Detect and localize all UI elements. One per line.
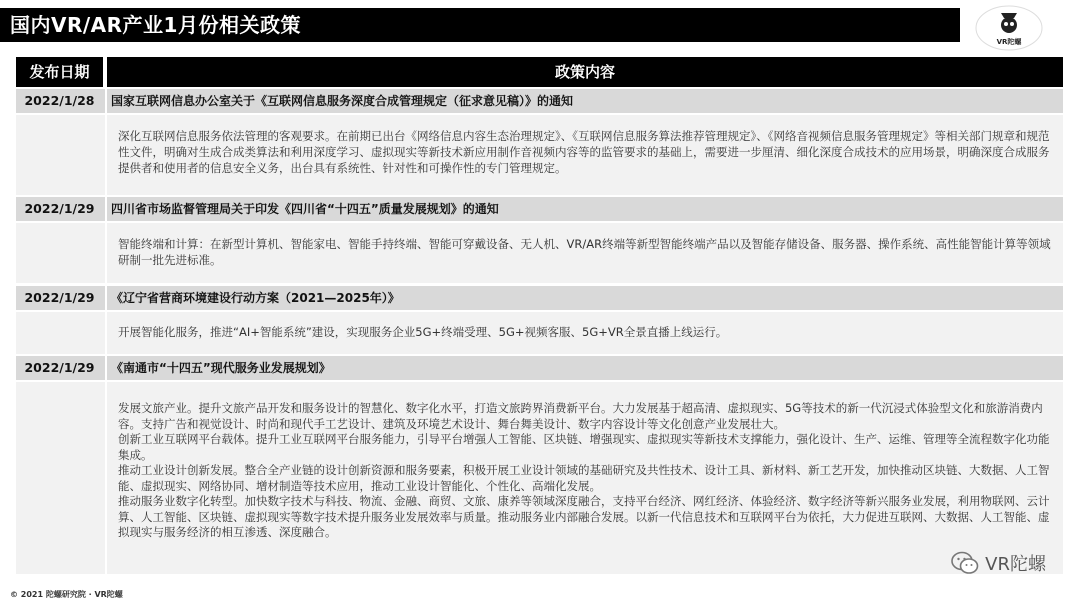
- policy-row-body: [16, 382, 1063, 574]
- policy-title: 国家互联网信息办公室关于《互联网信息服务深度合成管理规定（征求意见稿）》的通知: [111, 94, 574, 108]
- policy-paragraph: 智能终端和计算：在新型计算机、智能家电、智能手持终端、智能可穿戴设备、无人机、VR/AR终端等新型智能终端产品以及智能存储设备、服务器、操作系统、高性能智能计算等领域研制一批先进标准。: [118, 237, 1051, 267]
- watermark-text: VR陀螺: [985, 554, 1046, 575]
- wechat-icon: [951, 550, 979, 576]
- policy-content: [118, 401, 1057, 541]
- table-header: [16, 57, 1063, 87]
- policy-row-body: [16, 223, 1063, 283]
- policy-row-header: [16, 197, 1063, 221]
- publish-date: 2022/1/29: [24, 290, 95, 305]
- policy-row-header: [16, 356, 1063, 380]
- publish-date: 2022/1/29: [24, 201, 95, 216]
- footer-copyright: © 2021 陀螺研究院 · VR陀螺: [10, 590, 123, 599]
- policy-content: [118, 236, 1057, 268]
- policy-title: 《南通市“十四五”现代服务业发展规划》: [111, 361, 331, 375]
- policy-paragraph: 深化互联网信息服务依法管理的客观要求。在前期已出台《网络信息内容生态治理规定》、《互联网信息服务算法推荐管理规定》、《网络音视频信息服务管理规定》等相关部门规章和规范性文件，明确对生成合成类算法和利用深度学习、虚拟现实等新技术新应用制作音视频内容等的监管要求的基础上，需要进一步厘清、细化深度合成技术的应用场景，明确深度合成服务提供者和使用者的信息安全义务，出台具有系统性、针对性和可操作性的专门管理规定。: [118, 129, 1050, 175]
- brand-logo: [974, 4, 1044, 52]
- policy-paragraph: 发展文旅产业。提升文旅产品开发和服务设计的智慧化、数字化水平，打造文旅跨界消费新平台。大力发展基于超高清、虚拟现实、5G等技术的新一代沉浸式体验型文化和旅游消费内容。支持广告和视觉设计、时尚和现代手工艺设计、建筑及环境艺术设计、舞台舞美设计、数字内容设计等文化创意产业发展壮大。: [118, 401, 1043, 431]
- policy-row-header: [16, 89, 1063, 113]
- policy-title: 《辽宁省营商环境建设行动方案（2021—2025年）》: [111, 291, 400, 305]
- policy-paragraph: 推动服务业数字化转型。加快数字技术与科技、物流、金融、商贸、文旅、康养等领域深度融合，支持平台经济、网红经济、体验经济、数字经济等新兴服务业发展，利用物联网、云计算、人工智能、区块链、虚拟现实等数字技术提升服务业发展效率与质量。推动服务业内部融合发展。以新一代信息技术和互联网平台为依托，大力促进互联网、大数据、人工智能、虚拟现实与服务经济的相互渗透、深度融合。: [118, 494, 1050, 539]
- policy-content: [118, 128, 1057, 176]
- policy-paragraph: 开展智能化服务，推进“AI+智能系统”建设，实现服务企业5G+终端受理、5G+视频客服、5G+VR全景直播上线运行。: [118, 325, 728, 339]
- column-header-date: 发布日期: [16, 57, 103, 87]
- policy-content: [118, 324, 1057, 340]
- policy-paragraph: 推动工业设计创新发展。整合全产业链的设计创新资源和服务要素，积极开展工业设计领域的基础研究及共性技术、设计工具、新材料、新工艺开发，加快推动区块链、大数据、人工智能、虚拟现实、网络协同、增材制造等技术应用，推动工业设计智能化、个性化、高端化发展。: [118, 463, 1050, 493]
- logo-text: VR陀螺: [996, 38, 1022, 46]
- page-title: 国内VR/AR产业1月份相关政策: [0, 8, 960, 42]
- policy-title: 四川省市场监督管理局关于印发《四川省“十四五”质量发展规划》的通知: [111, 202, 499, 216]
- policy-row-body: [16, 312, 1063, 354]
- publish-date: 2022/1/29: [24, 360, 95, 375]
- policy-row-header: [16, 286, 1063, 310]
- policy-row-body: [16, 115, 1063, 195]
- column-header-content: 政策内容: [107, 57, 1063, 87]
- wechat-watermark: [951, 548, 1046, 578]
- publish-date: 2022/1/28: [24, 93, 95, 108]
- policy-paragraph: 创新工业互联网平台载体。提升工业互联网平台服务能力，引导平台增强人工智能、区块链、增强现实、虚拟现实等新技术支撑能力，强化设计、生产、运维、管理等全流程数字化功能集成。: [118, 432, 1050, 462]
